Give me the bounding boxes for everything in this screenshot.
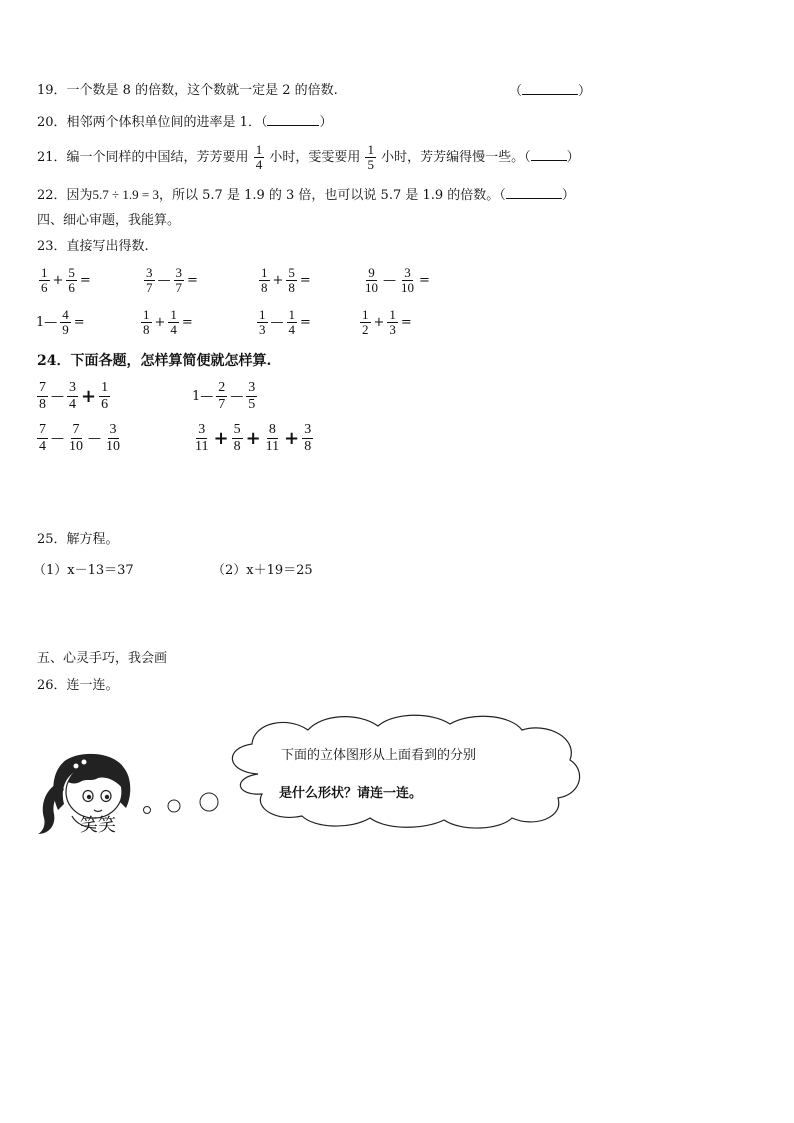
q23-item-4: $\frac{9}{10}$ — $\frac{3}{10}$ = (365, 265, 430, 295)
q19-text: 19．一个数是 8 的倍数，这个数就一定是 2 的倍数. (37, 83, 338, 98)
q21-answer-blank[interactable] (531, 148, 567, 161)
q19-answer-paren: （ ） (509, 84, 592, 99)
q22-expression: 5.7 ÷ 1.9 = 3 (92, 187, 160, 202)
q24-expression-2: 1— $\frac{2}{7}$ — $\frac{3}{5}$ (192, 380, 256, 412)
q21-fraction-1: $\frac{1}{4}$ (255, 142, 263, 172)
character-name-label: 笑笑 (80, 815, 116, 836)
thought-circles-icon (140, 790, 220, 820)
section-4-heading: 四、细心审题，我能算。 (37, 213, 181, 228)
section-5-heading: 五、心灵手巧，我会画 (37, 651, 168, 666)
q20-answer-blank[interactable] (267, 113, 319, 126)
q25-equation-2: （2）x＋19＝25 (212, 563, 313, 578)
bubble-text-line-1: 下面的立体图形从上面看到的分别 (281, 748, 477, 763)
q23-item-2: $\frac{3}{7}$ — $\frac{3}{7}$ = (146, 265, 198, 295)
q23-item-6: $\frac{1}{8}$ + $\frac{1}{4}$ = (143, 307, 193, 337)
question-21: 21．编一个同样的中国结，芳芳要用 $\frac{1}{4}$ 小时，雯雯要用 $\frac{1}{5}$ 小时，芳芳编得慢一些。（ ） (37, 142, 580, 172)
q24-title: 24．下面各题，怎样算简便就怎样算. (37, 353, 272, 369)
q24-expression-4: $\frac{3}{11}$ + $\frac{5}{8}$ + $\frac{8}{11}$ + $\frac{3}{8}$ (195, 422, 312, 454)
q25-title: 25．解方程。 (37, 532, 119, 547)
q24-expression-3: $\frac{7}{4}$ — $\frac{7}{10}$ — $\frac{3}{10}$ (39, 422, 120, 454)
q23-item-7: $\frac{1}{3}$ — $\frac{1}{4}$ = (259, 307, 311, 337)
q23-title: 23．直接写出得数. (37, 239, 149, 254)
q25-equation-1: （1）x－13＝37 (33, 563, 134, 578)
q23-item-3: $\frac{1}{8}$ + $\frac{5}{8}$ = (261, 265, 311, 295)
q21-mid: 小时，雯雯要用 (269, 150, 361, 165)
question-22: 22．因为5.7 ÷ 1.9 = 3，所以 5.7 是 1.9 的 3 倍，也可以说 5.7 是 1.9 的倍数。（ ） (37, 187, 575, 203)
q26-title: 26．连一连。 (37, 678, 119, 693)
question-19 (37, 82, 338, 100)
q22-answer-blank[interactable] (506, 186, 562, 199)
q21-fraction-2: $\frac{1}{5}$ (367, 142, 374, 172)
q24-expression-1: $\frac{7}{8}$ — $\frac{3}{4}$ + $\frac{1}{6}$ (39, 380, 109, 412)
q19-answer-blank[interactable] (522, 82, 578, 95)
q23-item-8: $\frac{1}{2}$ + $\frac{1}{3}$ = (362, 307, 412, 337)
q20-text: 20．相邻两个体积单位间的进率是 1．（ (37, 115, 268, 130)
q21-prefix: 21．编一个同样的中国结，芳芳要用 (37, 150, 249, 165)
bubble-text-line-2: 是什么形状？请连一连。 (279, 786, 423, 801)
q23-item-1: $\frac{1}{6}$ + $\frac{5}{6}$ = (41, 265, 91, 295)
q23-item-5: 1— $\frac{4}{9}$ = (36, 307, 85, 337)
q21-suffix: 小时，芳芳编得慢一些。（ (381, 150, 531, 165)
cloud-speech-bubble (218, 712, 588, 832)
question-20: 20．相邻两个体积单位间的进率是 1．（ ） (37, 115, 333, 130)
